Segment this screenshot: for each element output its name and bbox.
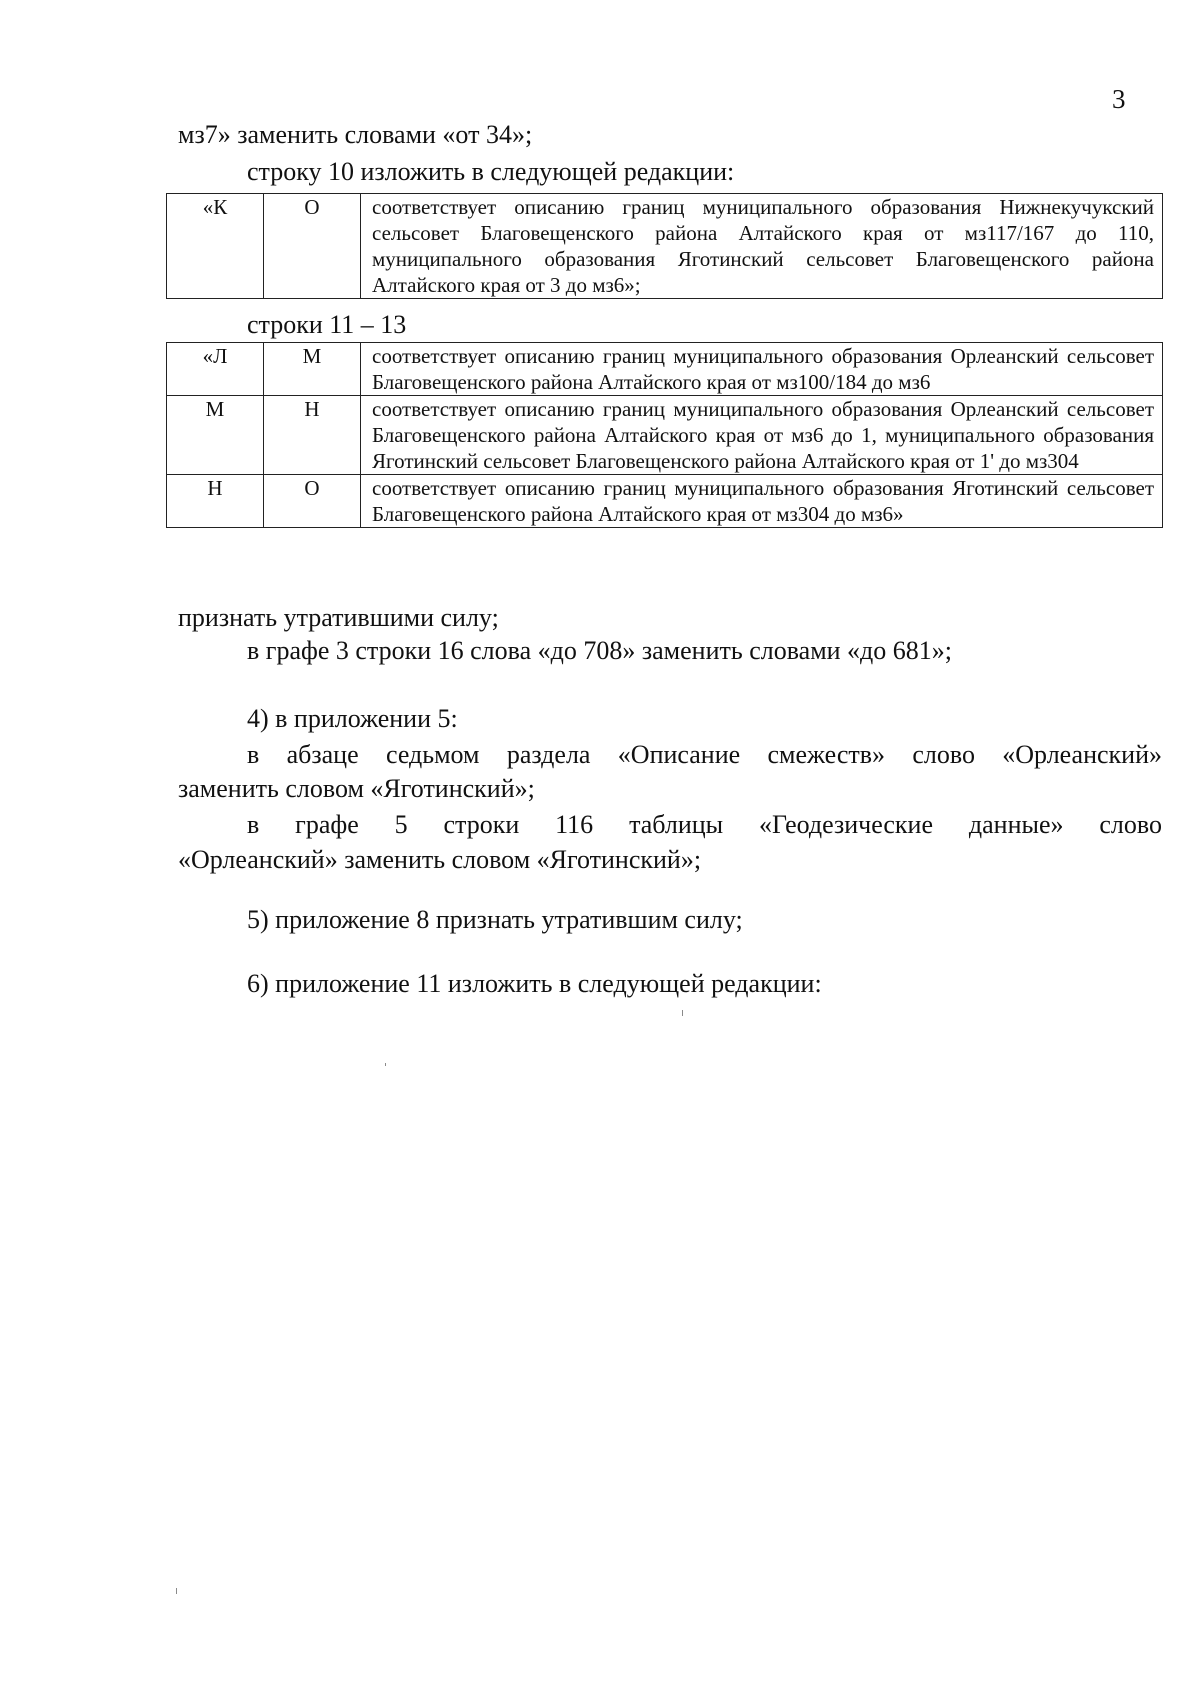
table-cell-from: М <box>167 396 264 475</box>
table-cell-description: соответствует описанию границ муниципального образования Нижнекучукский сельсовет Благовещенского района Алтайского края от мз117/167 до 110, муниципального образования Яготинский сельсовет Благовещенского района Алтайского края от 3 до мз6»; <box>361 194 1163 299</box>
scan-speck <box>176 1588 177 1594</box>
text-line-5: в графе 3 строки 16 слова «до 708» заменить словами «до 681»; <box>247 636 953 665</box>
text-line-2: строку 10 изложить в следующей редакции: <box>247 157 735 186</box>
item-4-paragraph-1-line-2: заменить словом «Яготинский»; <box>178 774 535 803</box>
item-4-title: 4) в приложении 5: <box>247 704 458 733</box>
text-line-3: строки 11 – 13 <box>247 310 407 339</box>
table-cell-to: О <box>264 475 361 528</box>
table-cell-description: соответствует описанию границ муниципального образования Орлеанский сельсовет Благовещенского района Алтайского края от мз100/184 до мз6 <box>361 343 1163 396</box>
table-cell-description: соответствует описанию границ муниципального образования Орлеанский сельсовет Благовещенского района Алтайского края от мз6 до 1, муниципального образования Яготинский сельсовет Благовещенского района Алтайского края от 1' до мз304 <box>361 396 1163 475</box>
table-cell-to: М <box>264 343 361 396</box>
page-number: 3 <box>1112 84 1126 114</box>
table-cell-from: Н <box>167 475 264 528</box>
text-line-4: признать утратившими силу; <box>178 603 499 632</box>
table-row <box>167 194 1163 299</box>
scan-speck <box>385 1063 386 1066</box>
item-6: 6) приложение 11 изложить в следующей редакции: <box>247 969 822 998</box>
amendment-table-row-10 <box>166 193 1163 299</box>
text-line-1: мз7» заменить словами «от 34»; <box>178 120 533 149</box>
item-4-paragraph-2-line-2: «Орлеанский» заменить словом «Яготинский»; <box>178 845 702 874</box>
item-4-paragraph-1-line-1: в абзаце седьмом раздела «Описание смежеств» слово «Орлеанский» <box>247 740 1162 769</box>
table-cell-description: соответствует описанию границ муниципального образования Яготинский сельсовет Благовещенского района Алтайского края от мз304 до мз6» <box>361 475 1163 528</box>
table-cell-from: «Л <box>167 343 264 396</box>
table-cell-to: Н <box>264 396 361 475</box>
table-row <box>167 343 1163 396</box>
table-row <box>167 475 1163 528</box>
table-row <box>167 396 1163 475</box>
scan-speck <box>682 1010 683 1016</box>
table-cell-to: О <box>264 194 361 299</box>
table-cell-from: «К <box>167 194 264 299</box>
item-5: 5) приложение 8 признать утратившим силу; <box>247 905 743 934</box>
amendment-table-rows-11-13 <box>166 342 1163 528</box>
item-4-paragraph-2-line-1: в графе 5 строки 116 таблицы «Геодезические данные» слово <box>247 810 1162 839</box>
